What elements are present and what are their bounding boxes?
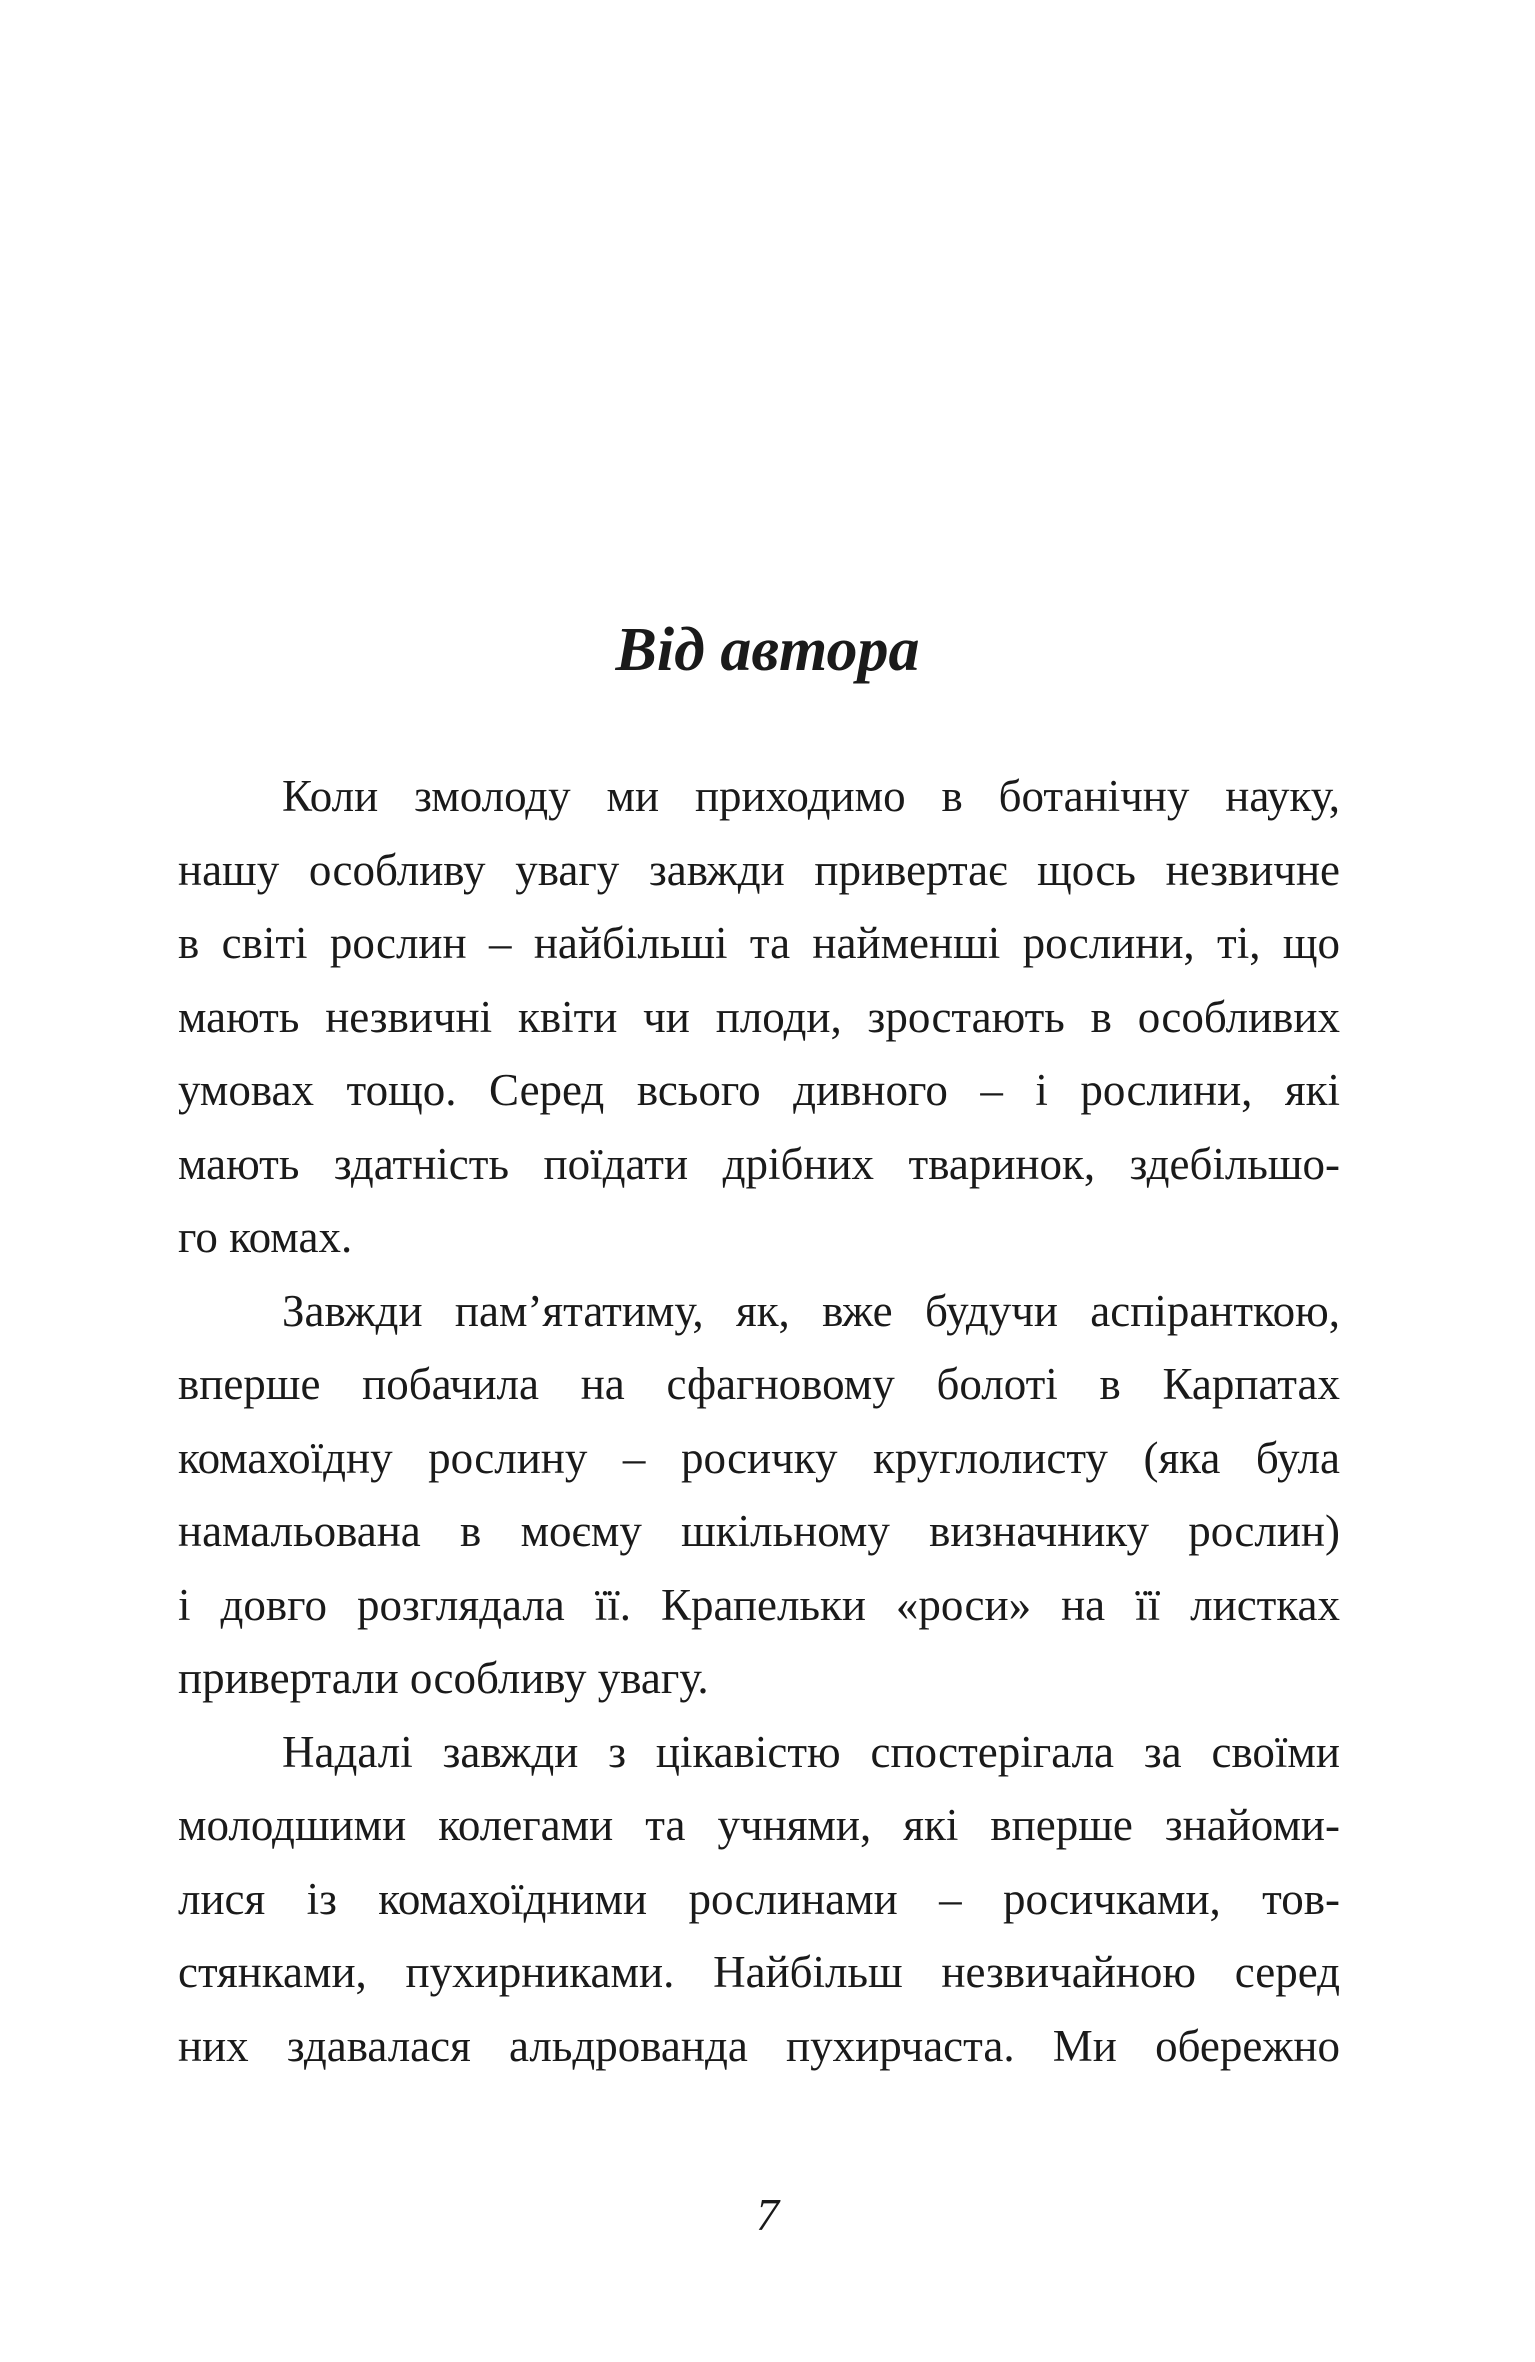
text-line: лися із комахоїдними рослинами – росичками, тов-: [178, 1873, 1340, 1924]
text-line: нашу особливу увагу завжди привертає щось незвичне: [178, 844, 1340, 895]
text-line: Коли змолоду ми приходимо в ботанічну науку,: [282, 771, 1340, 821]
paragraph-1: [178, 760, 1340, 1275]
text-line: Надалі завжди з цікавістю спостерігала за своїми: [282, 1726, 1340, 1777]
text-line: мають незвичні квіти чи плоди, зростають в особливих: [178, 991, 1340, 1042]
chapter-title: Від автора: [615, 616, 920, 684]
text-line: і довго розглядала її. Крапельки «роси» на її листках: [178, 1579, 1340, 1630]
text-line: намальована в моєму шкільному визначнику рослин): [178, 1506, 1340, 1556]
text-line: мають здатність поїдати дрібних тваринок, здебільшо-: [178, 1138, 1340, 1189]
text-line: вперше побачила на сфагновому болоті в Карпатах: [178, 1359, 1340, 1409]
text-line: них здавалася альдрованда пухирчаста. Ми обережно: [178, 2020, 1340, 2071]
paragraph-3: [178, 1716, 1340, 2084]
body-text: [178, 760, 1340, 2083]
text-line: в світі рослин – найбільші та найменші рослини, ті, що: [178, 918, 1340, 968]
text-line: молодшими колегами та учнями, які вперше знайоми-: [178, 1800, 1340, 1850]
text-line: го комах.: [178, 1212, 353, 1262]
text-line: Завжди пам’ятатиму, як, вже будучи аспіранткою,: [282, 1285, 1340, 1336]
text-line: комахоїдну рослину – росичку круглолисту (яка була: [178, 1432, 1340, 1483]
text-line: стянками, пухирниками. Найбільш незвичайною серед: [178, 1947, 1340, 1997]
text-line: умовах тощо. Серед всього дивного – і рослини, які: [178, 1065, 1340, 1115]
paragraph-2: [178, 1275, 1340, 1716]
page-number: 7: [756, 2189, 779, 2240]
text-line: привертали особливу увагу.: [178, 1653, 709, 1703]
